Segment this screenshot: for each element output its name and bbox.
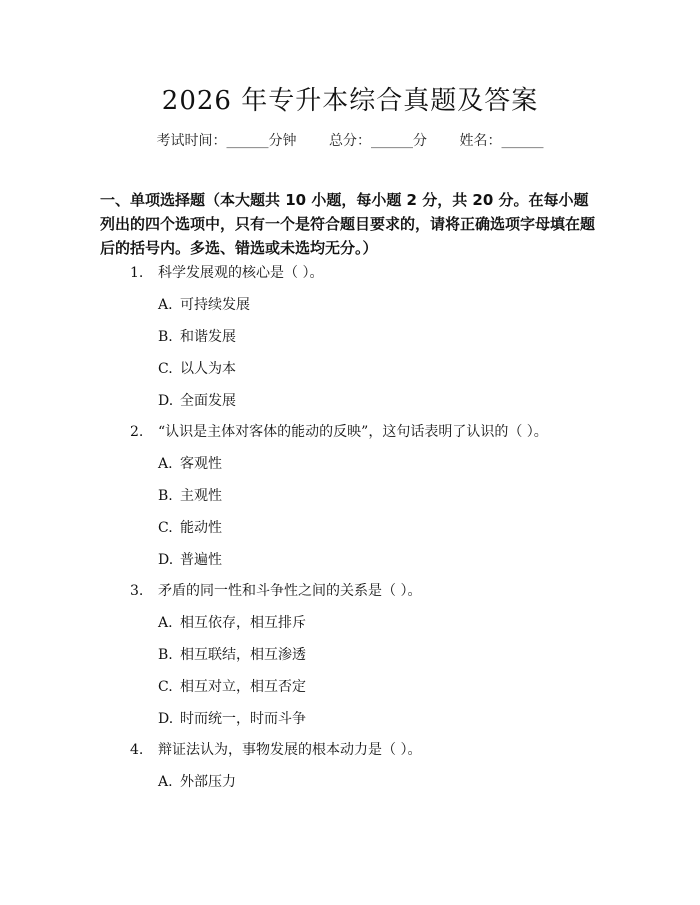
question-number: 2. <box>130 424 144 440</box>
option-letter: C. <box>158 361 173 377</box>
option <box>0 671 700 703</box>
option-text: 外部压力 <box>180 774 236 790</box>
student-name-field: 姓名：______ <box>459 133 544 149</box>
question-list <box>0 258 700 798</box>
option <box>0 639 700 671</box>
option <box>0 448 700 480</box>
option-text: 能动性 <box>180 520 222 536</box>
question <box>0 258 700 289</box>
question <box>0 735 700 766</box>
option-text: 时而统一，时而斗争 <box>180 711 306 727</box>
option-text: 相互联结，相互渗透 <box>180 647 306 663</box>
option-text: 可持续发展 <box>180 297 250 313</box>
option-text: 普遍性 <box>180 552 222 568</box>
option-letter: D. <box>158 393 174 409</box>
option <box>0 607 700 639</box>
option-text: 和谐发展 <box>180 329 236 345</box>
section-heading: 一、单项选择题（本大题共 10 小题，每小题 2 分，共 20 分。在每小题列出的四个选项中，只有一个是符合题目要求的，请将正确选项字母填在题后的括号内。多选、错选或未选均无分。） <box>100 191 596 257</box>
page-title: 2026 年专升本综合真题及答案 <box>161 86 539 116</box>
question-number: 1. <box>130 265 144 281</box>
option-letter: C. <box>158 520 173 536</box>
question-text: “认识是主体对客体的能动的反映”，这句话表明了认识的（ ）。 <box>158 424 548 440</box>
option-text: 相互依存，相互排斥 <box>180 615 306 631</box>
question-text: 科学发展观的核心是（ ）。 <box>158 265 324 281</box>
option <box>0 353 700 385</box>
exam-meta <box>0 130 700 150</box>
option <box>0 703 700 735</box>
question <box>0 576 700 607</box>
option-letter: D. <box>158 711 174 727</box>
option-letter: B. <box>158 329 173 345</box>
question-text: 矛盾的同一性和斗争性之间的关系是（ ）。 <box>158 583 422 599</box>
option-letter: B. <box>158 488 173 504</box>
option-letter: C. <box>158 679 173 695</box>
question-text: 辩证法认为，事物发展的根本动力是（ ）。 <box>158 742 422 758</box>
question-number: 4. <box>130 742 144 758</box>
option-text: 相互对立，相互否定 <box>180 679 306 695</box>
option <box>0 544 700 576</box>
option-text: 客观性 <box>180 456 222 472</box>
option-text: 以人为本 <box>180 361 236 377</box>
option-letter: A. <box>158 297 173 313</box>
option-letter: A. <box>158 456 173 472</box>
option <box>0 385 700 417</box>
total-score-field: 总分：______分 <box>329 133 427 149</box>
option <box>0 512 700 544</box>
option-letter: B. <box>158 647 173 663</box>
question <box>0 417 700 448</box>
option <box>0 321 700 353</box>
question-number: 3. <box>130 583 144 599</box>
exam-time-field: 考试时间：______分钟 <box>156 133 297 149</box>
option-letter: D. <box>158 552 174 568</box>
option <box>0 289 700 321</box>
option <box>0 480 700 512</box>
option-letter: A. <box>158 615 173 631</box>
option-text: 全面发展 <box>180 393 236 409</box>
option-text: 主观性 <box>180 488 222 504</box>
option-letter: A. <box>158 774 173 790</box>
option <box>0 766 700 798</box>
